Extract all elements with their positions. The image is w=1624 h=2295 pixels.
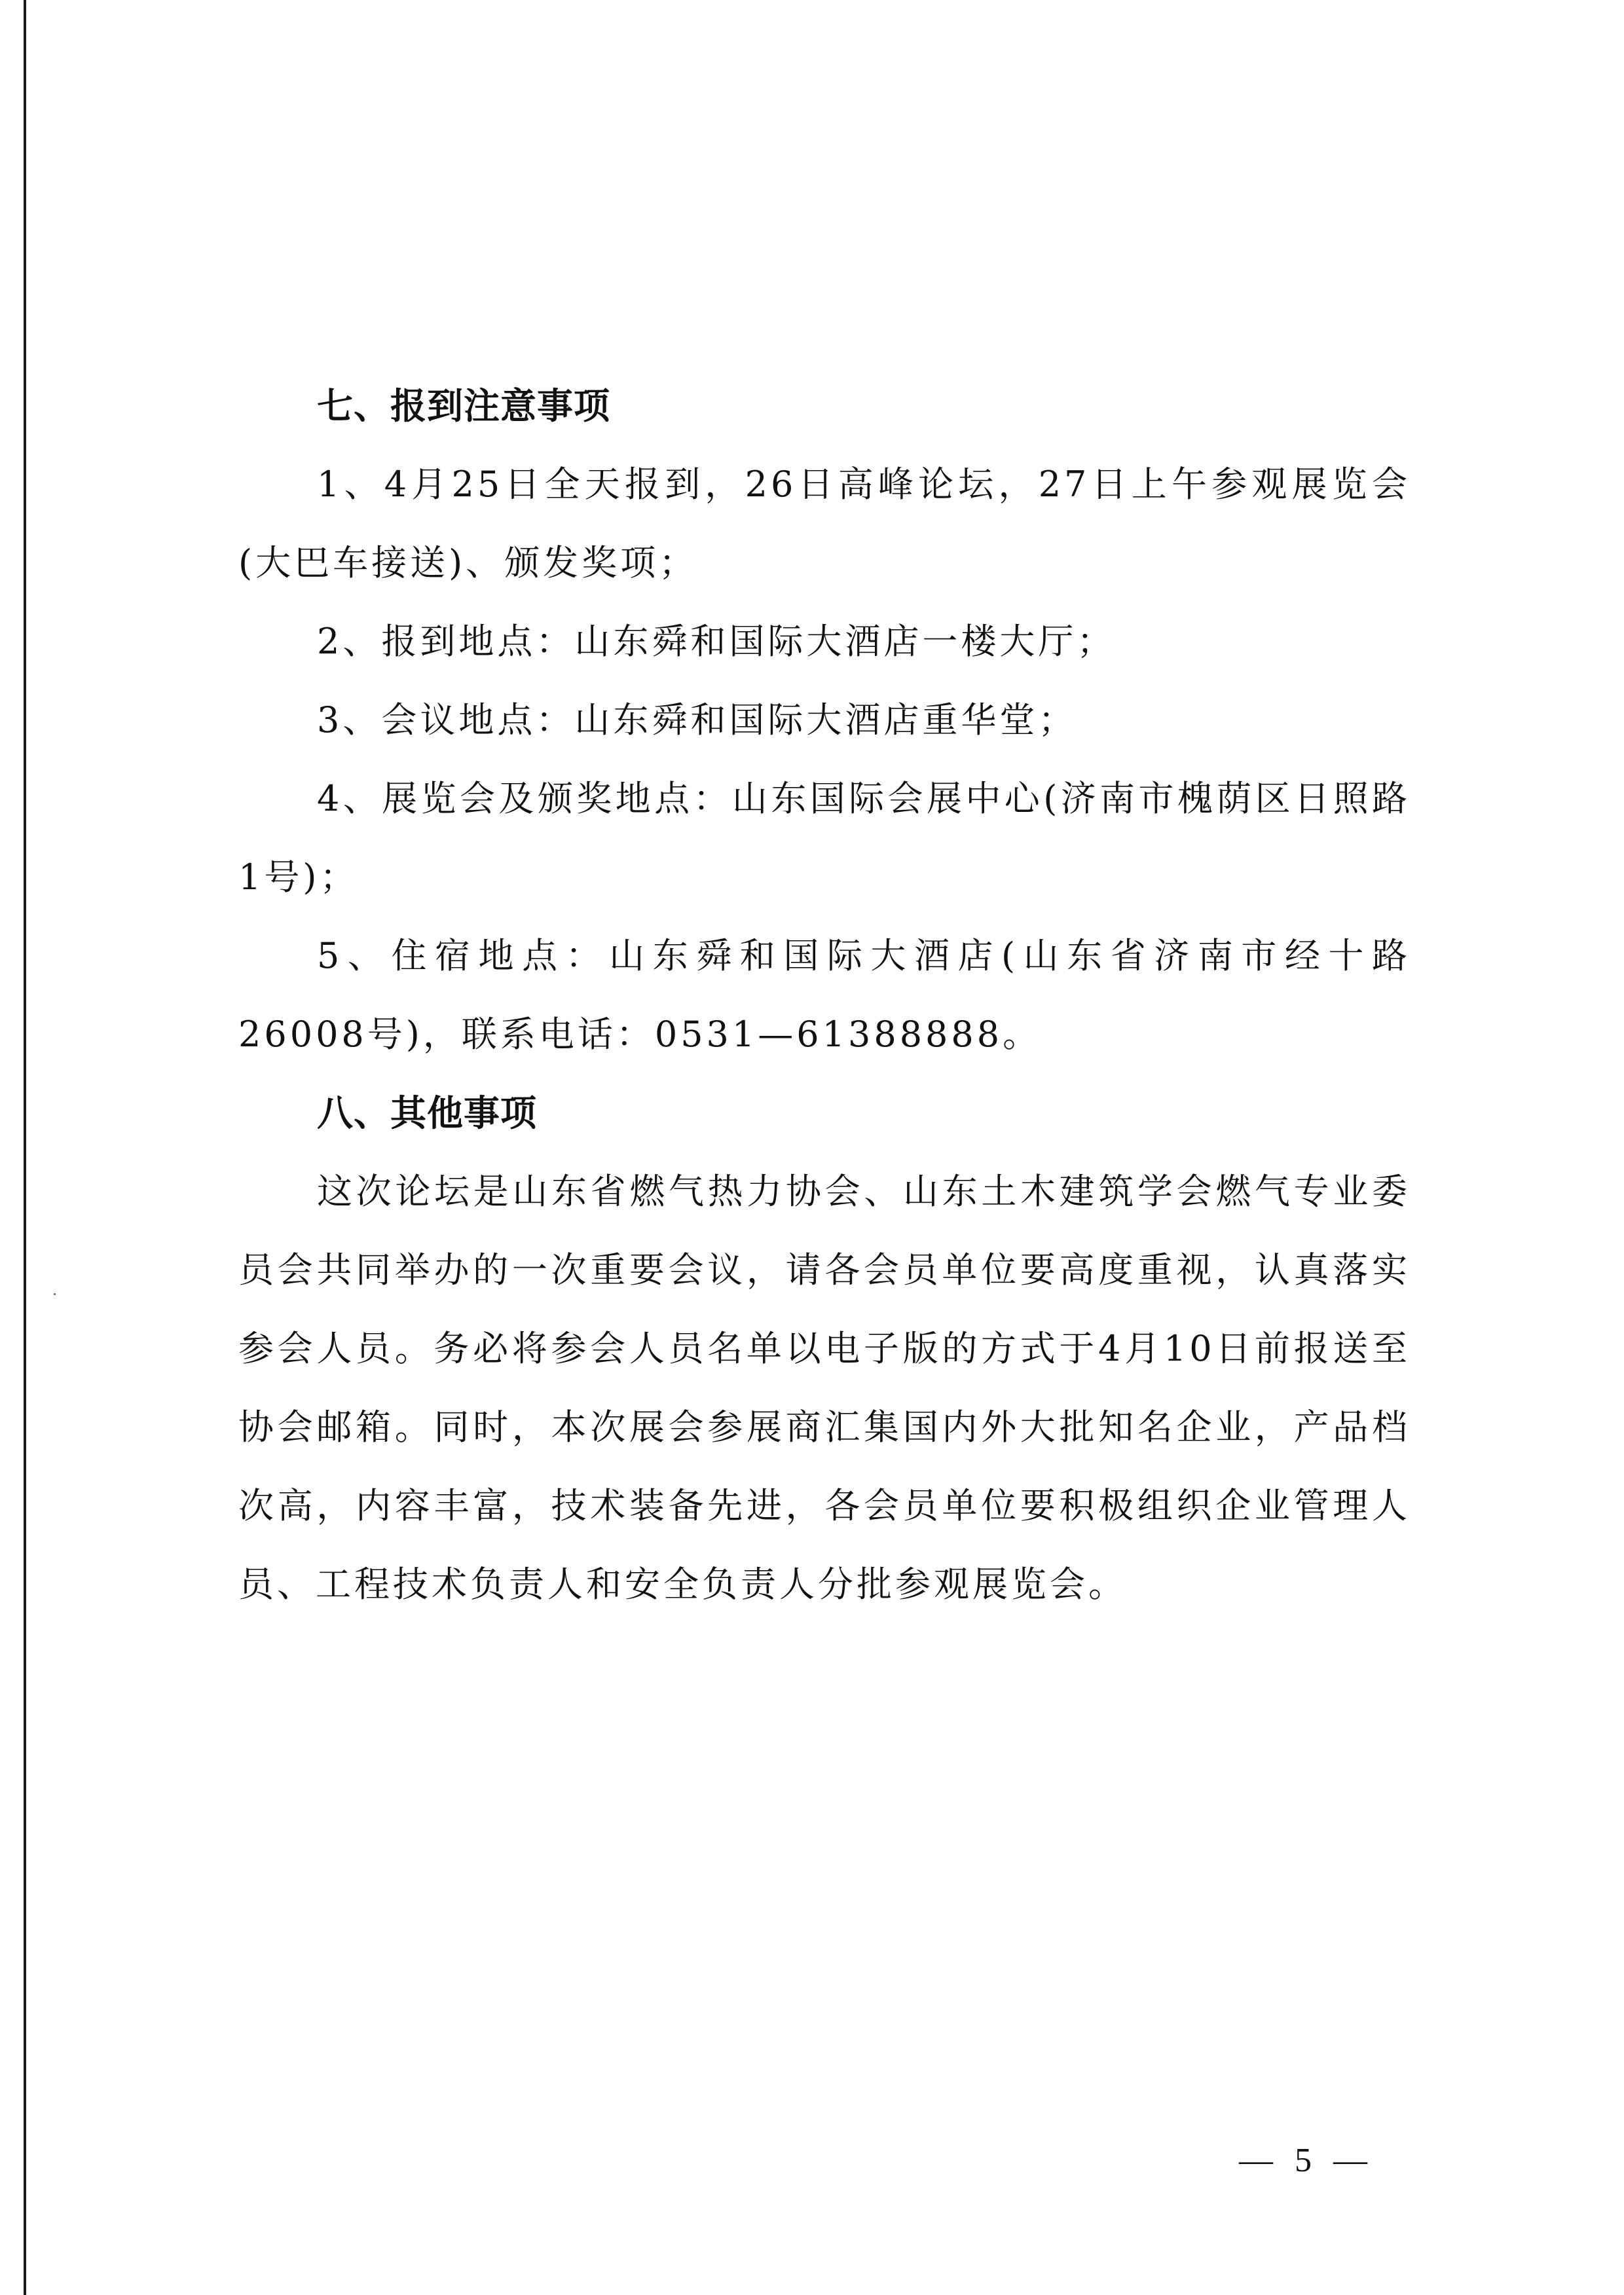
other-matters-paragraph: 这次论坛是山东省燃气热力协会、山东土木建筑学会燃气专业委员会共同举办的一次重要会议，请各会员单位要高度重视，认真落实参会人员。务必将参会人员名单以电子版的方式于4月10日前报送至协会邮箱。同时，本次展会参展商汇集国内外大批知名企业，产品档次高，内容丰富，技术装备先进，各会员单位要积极组织企业管理人员、工程技术负责人和安全负责人分批参观展览会。: [238, 1171, 1411, 1605]
registration-item-2: 2、报到地点：山东舜和国际大酒店一楼大厅；: [317, 621, 1116, 662]
scan-speck: [54, 1293, 56, 1295]
registration-item-4: 4、展览会及颁奖地点：山东国际会展中心(济南市槐荫区日照路1号)；: [238, 778, 1411, 898]
section-heading-registration: 七、报到注意事项: [317, 385, 611, 427]
scan-left-edge: [24, 0, 26, 2295]
registration-item-5: 5、住宿地点：山东舜和国际大酒店(山东省济南市经十路26008号)，联系电话：0531—61388888。: [238, 935, 1411, 1055]
page-number: — 5 —: [1239, 2142, 1374, 2179]
registration-item-1: 1、4月25日全天报到，26日高峰论坛，27日上午参观展览会(大巴车接送)、颁发奖项；: [238, 464, 1411, 583]
document-body: [238, 367, 1411, 1624]
section-heading-other-matters: 八、其他事项: [317, 1092, 538, 1134]
registration-item-3: 3、会议地点：山东舜和国际大酒店重华堂；: [317, 699, 1077, 741]
